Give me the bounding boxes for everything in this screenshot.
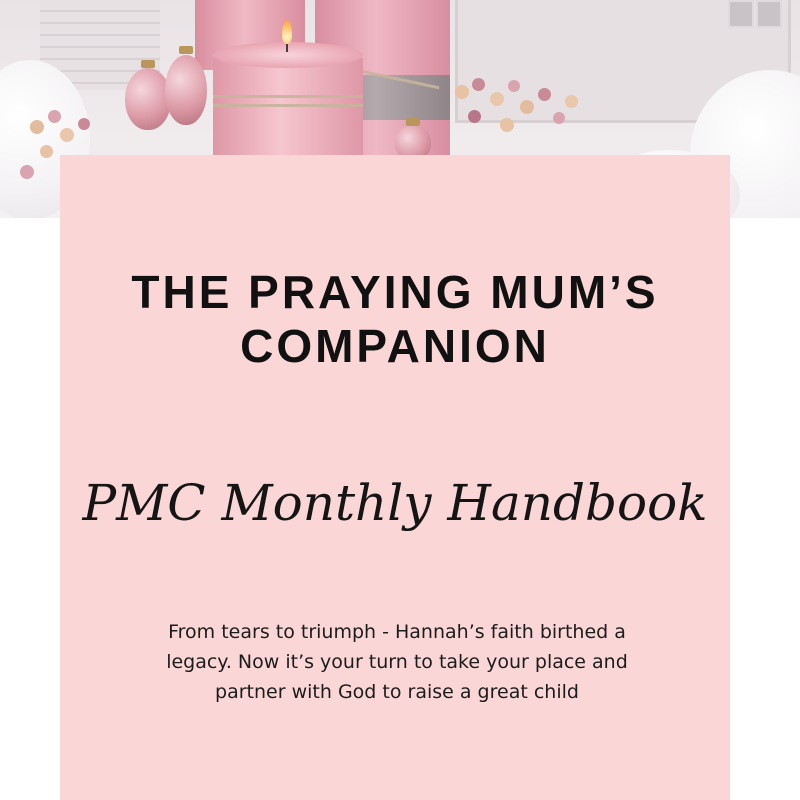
description-text: From tears to triumph - Hannah’s faith birthed a legacy. Now it’s your turn to take your place and partner with God to raise a great child: [166, 621, 628, 703]
window-pane: [756, 0, 782, 28]
berry: [490, 92, 504, 106]
berry: [30, 120, 44, 134]
berry: [500, 118, 514, 132]
berry: [48, 110, 61, 123]
title-line-1: THE PRAYING MUM’S: [131, 266, 659, 318]
candle-front-lit: [213, 55, 363, 160]
ornament-pinecone: [165, 55, 207, 125]
page-title: [60, 265, 730, 373]
title-line-2: COMPANION: [240, 320, 550, 372]
ornament-cap: [179, 46, 193, 54]
ornament-pinecone: [125, 68, 171, 130]
berry: [508, 80, 520, 92]
berry: [553, 112, 565, 124]
twine: [213, 104, 363, 107]
berry: [472, 78, 485, 91]
berry: [538, 88, 551, 101]
berry: [520, 100, 534, 114]
window-pane: [728, 0, 754, 28]
twine: [213, 95, 363, 98]
candle-top: [213, 42, 363, 68]
ornament-cap: [141, 60, 155, 68]
berry: [455, 85, 469, 99]
berry: [60, 128, 74, 142]
flame-icon: [282, 20, 292, 44]
berry: [20, 165, 34, 179]
handbook-subtitle: PMC Monthly Handbook: [82, 474, 708, 532]
berry: [78, 118, 90, 130]
handbook-card: [60, 155, 730, 800]
berry: [468, 110, 481, 123]
wick: [286, 44, 288, 52]
berry: [40, 145, 53, 158]
berry: [565, 95, 578, 108]
ornament-cap: [406, 118, 420, 126]
